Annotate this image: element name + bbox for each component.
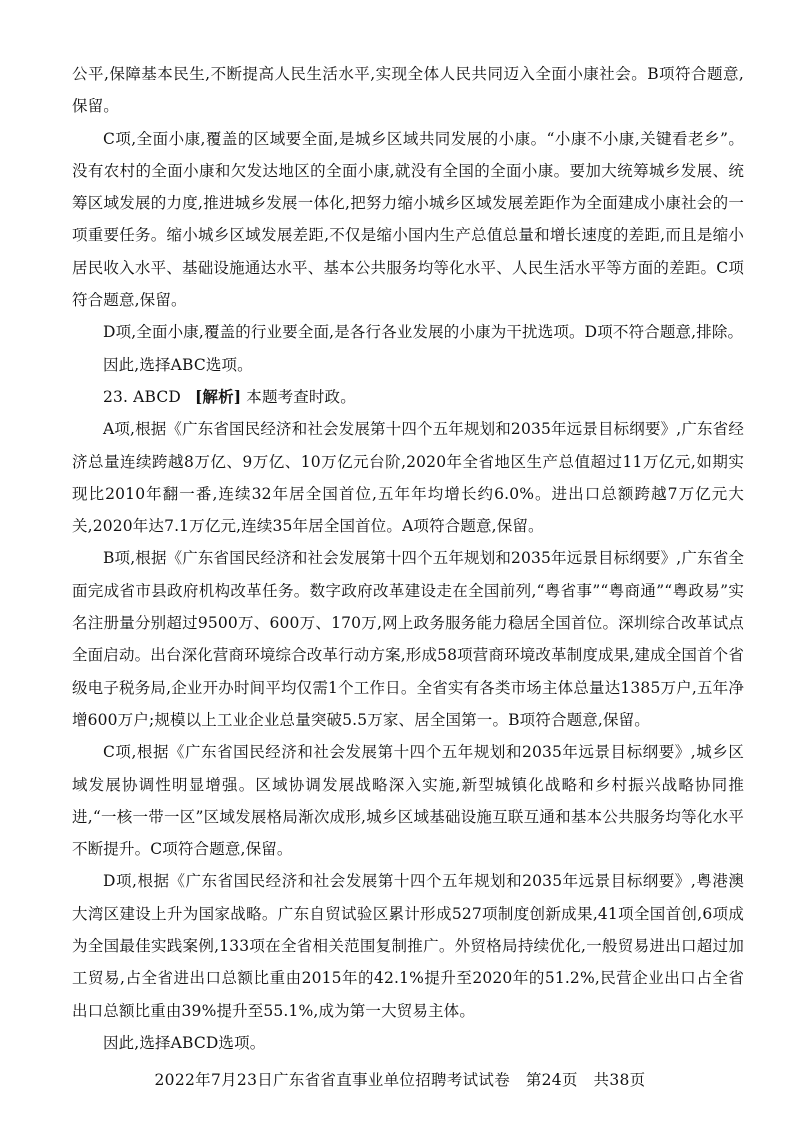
conclusion: 因此,选择ABCD选项。 xyxy=(103,1033,266,1052)
answer-option-c: C项,根据《广东省国民经济和社会发展第十四个五年规划和2035年远景目标纲要》,城乡区域发展协调性明显增强。区域协调发展战略深入实施,新型城镇化战略和乡村振兴战略协同推进,“一核一带一区”区域发展格局渐次成形,城乡区域基础设施互联互通和基本公共服务均等化水平不断提升。C项符合题意,保留。 xyxy=(72,743,744,859)
paragraph-option-d: D项,全面小康,覆盖的行业要全面,是各行各业发展的小康为干扰选项。D项不符合题意,排除。 xyxy=(103,323,744,342)
page-footer: 2022年7月23日广东省省直事业单位招聘考试试卷 第24页 共38页 xyxy=(154,1071,646,1089)
analysis-tag: [解析] xyxy=(194,386,242,406)
paragraph-b-continued: 公平,保障基本民生,不断提高人民生活水平,实现全体人民共同迈入全面小康社会。B项符合题意,保留。 xyxy=(72,65,744,116)
question-topic: 本题考查时政。 xyxy=(246,387,356,406)
question-23-header xyxy=(72,381,744,413)
paragraph-answer-22: 因此,选择ABC选项。 xyxy=(103,355,253,374)
answer-option-a: A项,根据《广东省国民经济和社会发展第十四个五年规划和2035年远景目标纲要》,广东省经济总量连续跨越8万亿、9万亿、10万亿元台阶,2020年全省地区生产总值超过11万亿元,如期实现比2010年翻一番,连续32年居全国首位,五年年均增长约6.0%。进出口总额跨越7万亿元大关,2020年达7.1万亿元,连续35年居全国首位。A项符合题意,保留。 xyxy=(72,420,744,536)
answer-option-b: B项,根据《广东省国民经济和社会发展第十四个五年规划和2035年远景目标纲要》,广东省全面完成省市县政府机构改革任务。数字政府改革建设走在全国前列,“粤省事”“粤商通”“粤政易”实名注册量分别超过9500万、600万、170万,网上政务服务能力稳居全国首位。深圳综合改革试点全面启动。出台深化营商环境综合改革行动方案,形成58项营商环境改革制度成果,建成全国首个省级电子税务局,企业开办时间平均仅需1个工作日。全省实有各类市场主体总量达1385万户,五年净增600万户;规模以上工业企业总量突破5.5万家、居全国第一。B项符合题意,保留。 xyxy=(72,549,744,729)
paragraph-option-c: C项,全面小康,覆盖的区域要全面,是城乡区域共同发展的小康。“小康不小康,关键看老乡”。没有农村的全面小康和欠发达地区的全面小康,就没有全国的全面小康。要加大统筹城乡发展、统筹区域发展的力度,推进城乡发展一体化,把努力缩小城乡区域发展差距作为全面建成小康社会的一项重要任务。缩小城乡区域发展差距,不仅是缩小国内生产总值总量和增长速度的差距,而且是缩小居民收入水平、基础设施通达水平、基本公共服务均等化水平、人民生活水平等方面的差距。C项符合题意,保留。 xyxy=(72,129,744,310)
answer-option-d: D项,根据《广东省国民经济和社会发展第十四个五年规划和2035年远景目标纲要》,粤港澳大湾区建设上升为国家战略。广东自贸试验区累计形成527项制度创新成果,41项全国首创,6项成为全国最佳实践案例,133项在全省相关范围复制推广。外贸格局持续优化,一般贸易进出口超过加工贸易,占全省进出口总额比重由2015年的42.1%提升至2020年的51.2%,民营企业出口占全省出口总额比重由39%提升至55.1%,成为第一大贸易主体。 xyxy=(72,872,744,1020)
page-body xyxy=(72,58,744,1059)
question-number: 23. ABCD xyxy=(103,387,181,406)
